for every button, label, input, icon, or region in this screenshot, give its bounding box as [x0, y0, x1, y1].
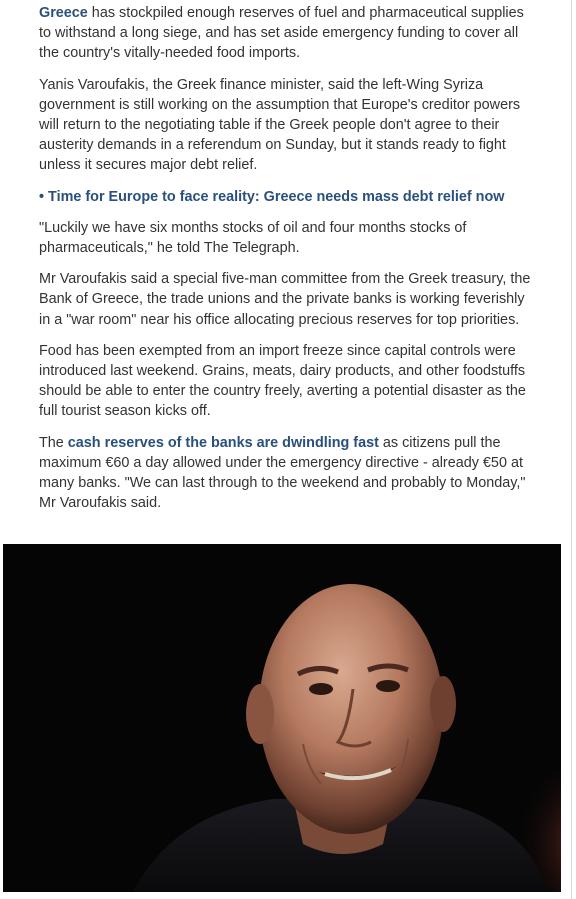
paragraph-1 — [39, 3, 539, 64]
cash-reserves-link[interactable]: cash reserves of the banks are dwindling fast — [67, 434, 379, 451]
left-ear-shape — [246, 684, 274, 744]
right-ear-shape — [430, 676, 456, 732]
paragraph-1-text: has stockpiled enough reserves of fuel and pharmaceutical supplies to withstand a long siege, and has set aside emergency funding to cover all the country's vitally-needed food imports. — [39, 5, 524, 62]
page-right-border — [571, 0, 572, 899]
paragraph-6 — [39, 433, 539, 514]
portrait-photo-illustration — [3, 544, 561, 892]
article-body — [39, 3, 539, 524]
paragraph-6-prefix: The — [39, 434, 68, 451]
paragraph-3: "Luckily we have six months stocks of oil and four months stocks of pharmaceuticals," he told The Telegraph. — [39, 219, 467, 257]
related-article-link[interactable]: • Time for Europe to face reality: Greece needs mass debt relief now — [39, 188, 505, 205]
greece-link[interactable]: Greece — [39, 5, 88, 21]
right-eye — [376, 680, 400, 692]
paragraph-6-suffix: as citizens pull the maximum €60 a day allowed under the emergency directive - already €50 at many banks. "We can last through to the weekend and probably to Monday," Mr Varoufakis said. — [39, 434, 526, 512]
paragraph-2: Yanis Varoufakis, the Greek finance minister, said the left-Wing Syriza government is still working on the assumption that Europe's creditor powers will return to the negotiating table if the Greek people don't agree to their austerity demands in a referendum on Sunday, but it stands ready to fight unless it secures major debt relief. — [39, 76, 521, 174]
left-eye — [309, 683, 333, 695]
article-photo — [3, 544, 561, 892]
paragraph-4: Mr Varoufakis said a special five-man committee from the Greek treasury, the Bank of Greece, the trade unions and the private banks is working feverishly in a "war room" near his office allocating precious reserves for top priorities. — [39, 271, 531, 328]
paragraph-5: Food has been exempted from an import freeze since capital controls were introduced last weekend. Grains, meats, dairy products, and other foodstuffs should be able to enter the country freely, averting a potential disaster as the full tourist season kicks off. — [39, 342, 526, 420]
